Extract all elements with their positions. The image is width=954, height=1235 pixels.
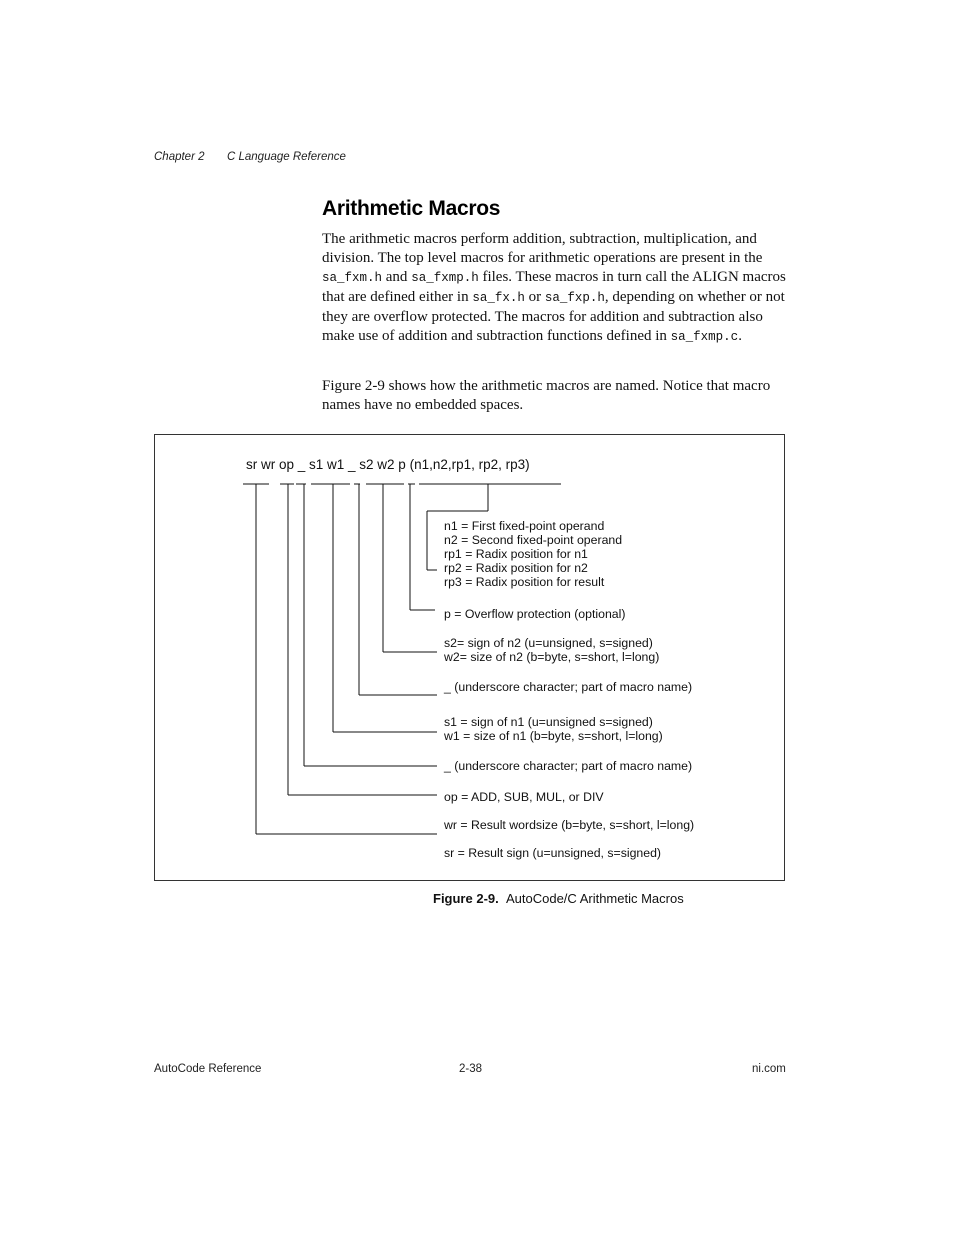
code-filename: sa_fxmp.c: [670, 330, 739, 344]
annotation-underscore1: _ (underscore character; part of macro name): [444, 759, 693, 773]
macro-format-string: sr wr op _ s1 w1 _ s2 w2 p (n1,n2,rp1, rp2, rp3): [246, 457, 530, 472]
annotation-w1: w1 = size of n1 (b=byte, s=short, l=long): [444, 729, 663, 743]
paragraph-text: or: [524, 289, 545, 305]
annotation-sr: sr = Result sign (u=unsigned, s=signed): [444, 846, 662, 860]
caption-label: Figure 2-9.: [433, 891, 499, 906]
code-filename: sa_fxm.h: [322, 271, 383, 285]
footer-website-link[interactable]: ni.com: [752, 1063, 786, 1075]
annotation-wr: wr = Result wordsize (b=byte, s=short, l=long): [444, 818, 695, 832]
section-label: C Language Reference: [227, 151, 346, 163]
paragraph-text: and: [382, 269, 412, 285]
paragraph-text: The arithmetic macros perform addition, subtraction, multiplication, and division. The top level macros for arithmetic operations are present in the: [322, 231, 763, 266]
annotation-op: op = ADD, SUB, MUL, or DIV: [444, 790, 604, 804]
caption-text: AutoCode/C Arithmetic Macros: [505, 891, 684, 906]
figure-reference-paragraph: Figure 2-9 shows how the arithmetic macros are named. Notice that macro names have no embedded spaces.: [322, 378, 771, 413]
footer-doc-title: AutoCode Reference: [154, 1063, 262, 1075]
paragraph-text: , depending on whether or not they are overflow protected. The macros for addition and subtraction also make use of addition and subtraction functions defined in: [322, 289, 785, 344]
code-filename: sa_fxp.h: [544, 291, 605, 305]
annotation-s2: s2= sign of n2 (u=unsigned, s=signed): [444, 636, 653, 650]
code-filename: sa_fxmp.h: [411, 271, 479, 285]
section-title: Arithmetic Macros: [322, 197, 501, 220]
macro-naming-diagram: [155, 435, 786, 882]
running-header: [154, 151, 346, 163]
chapter-label: Chapter 2: [154, 151, 205, 163]
annotation-rp2: rp2 = Radix position for n2: [444, 561, 588, 575]
code-filename: sa_fx.h: [472, 291, 525, 305]
annotation-p: p = Overflow protection (optional): [444, 607, 626, 621]
annotation-rp3: rp3 = Radix position for result: [444, 575, 605, 589]
annotation-rp1: rp1 = Radix position for n1: [444, 547, 588, 561]
annotation-s1: s1 = sign of n1 (u=unsigned s=signed): [444, 715, 653, 729]
paragraph-text: .: [738, 328, 742, 344]
macro-naming-figure: [154, 434, 785, 881]
figure-caption: [433, 891, 684, 906]
annotation-n1: n1 = First fixed-point operand: [444, 519, 605, 533]
annotation-w2: w2= size of n2 (b=byte, s=short, l=long): [444, 650, 660, 664]
annotation-n2: n2 = Second fixed-point operand: [444, 533, 623, 547]
intro-paragraph: [322, 230, 788, 347]
annotation-underscore2: _ (underscore character; part of macro name): [444, 680, 693, 694]
paragraph-text: files. These macros in turn call the ALIGN macros that are defined either in: [322, 269, 786, 305]
footer-page-number: 2-38: [459, 1063, 483, 1075]
